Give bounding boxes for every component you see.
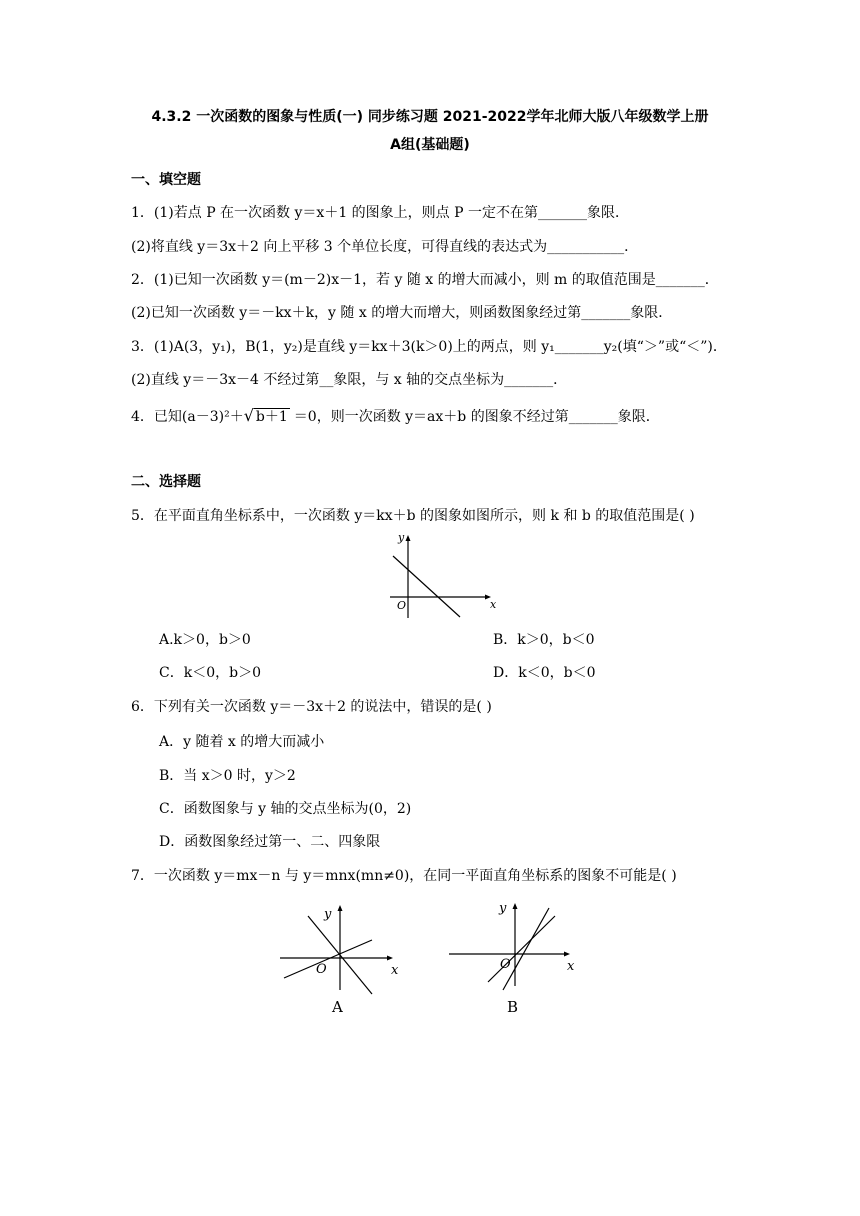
question-6: 6．下列有关一次函数 y＝－3x＋2 的说法中，错误的是( ) (131, 699, 492, 715)
x-axis-label: x (490, 598, 497, 611)
y-axis-arrow (406, 535, 411, 541)
origin-label: O (397, 599, 407, 612)
y-axis-arrow (338, 905, 343, 911)
question-7: 7．一次函数 y＝mx－n 与 y＝mnx(mn≠0)，在同一平面直角坐标系的图象不可能是( ) (131, 868, 677, 884)
line-one (488, 916, 555, 982)
x-axis-arrow (387, 956, 393, 961)
question-5-option-b: B．k＞0，b＜0 (493, 632, 595, 648)
question-3-part-1: 3．(1)A(3，y₁)，B(1，y₂)是直线 y＝kx＋3(k＞0)上的两点，则 y₁_______y₂(填“＞”或“＜”)． (131, 339, 727, 355)
question-5-option-a: A.k＞0，b＞0 (159, 632, 251, 648)
question-4-suffix: ＝0，则一次函数 y＝ax＋b 的图象不经过第_______象限． (293, 409, 660, 425)
question-1-part-1: 1．(1)若点 P 在一次函数 y＝x＋1 的图象上，则点 P 一定不在第_______象限． (131, 205, 629, 221)
question-5-graph (385, 530, 505, 620)
x-axis-label: x (391, 963, 399, 978)
title-line-1: 4.3.2 一次函数的图象与性质(一) 同步练习题 2021-2022学年北师大版八年级数学上册 (151, 109, 709, 125)
question-1-part-2: (2)将直线 y＝3x＋2 向上平移 3 个单位长度，可得直线的表达式为___________． (131, 239, 639, 255)
y-axis-label: y (499, 901, 507, 916)
y-axis-label: y (324, 907, 332, 922)
sqrt-sign: √ (243, 406, 254, 425)
y-axis-label: y (398, 531, 405, 544)
section-fill-blank: 一、填空题 (131, 172, 201, 188)
question-6-option-a: A．y 随着 x 的增大而减小 (159, 734, 325, 750)
question-2-part-1: 2．(1)已知一次函数 y＝(m－2)x－1，若 y 随 x 的增大而减小，则 m 的取值范围是_______． (131, 272, 719, 288)
figure-label-a: A (332, 998, 343, 1016)
y-axis-arrow (513, 903, 518, 909)
title-line-2: A组(基础题) (390, 137, 470, 153)
question-6-option-b: B．当 x＞0 时，y＞2 (159, 768, 296, 784)
question-5-option-c: C．k＜0，b＞0 (159, 665, 261, 681)
question-7-graph-a (272, 898, 412, 1018)
question-7-graph-b (445, 898, 585, 1018)
question-6-option-c: C．函数图象与 y 轴的交点坐标为(0，2) (159, 801, 412, 817)
x-axis-label: x (567, 959, 575, 974)
x-axis-arrow (564, 952, 570, 957)
section-multiple-choice: 二、选择题 (131, 474, 201, 490)
sqrt-radicand: b＋1 (255, 409, 288, 425)
question-2-part-2: (2)已知一次函数 y＝－kx＋k，y 随 x 的增大而增大，则函数图象经过第_______象限． (131, 305, 673, 321)
line-one (284, 940, 372, 978)
question-4 (131, 406, 660, 427)
question-5-option-d: D．k＜0，b＜0 (493, 665, 596, 681)
question-5: 5．在平面直角坐标系中，一次函数 y＝kx＋b 的图象如图所示，则 k 和 b 的取值范围是( ) (131, 508, 695, 524)
origin-label: O (316, 962, 327, 977)
origin-label: O (500, 957, 511, 972)
question-3-part-2: (2)直线 y＝－3x－4 不经过第__象限，与 x 轴的交点坐标为_______． (131, 372, 568, 388)
question-6-option-d: D．函数图象经过第一、二、四象限 (159, 834, 381, 850)
question-4-prefix: 4．已知(a－3)²＋ (131, 409, 244, 425)
figure-label-b: B (507, 998, 519, 1016)
line-two (503, 908, 549, 990)
